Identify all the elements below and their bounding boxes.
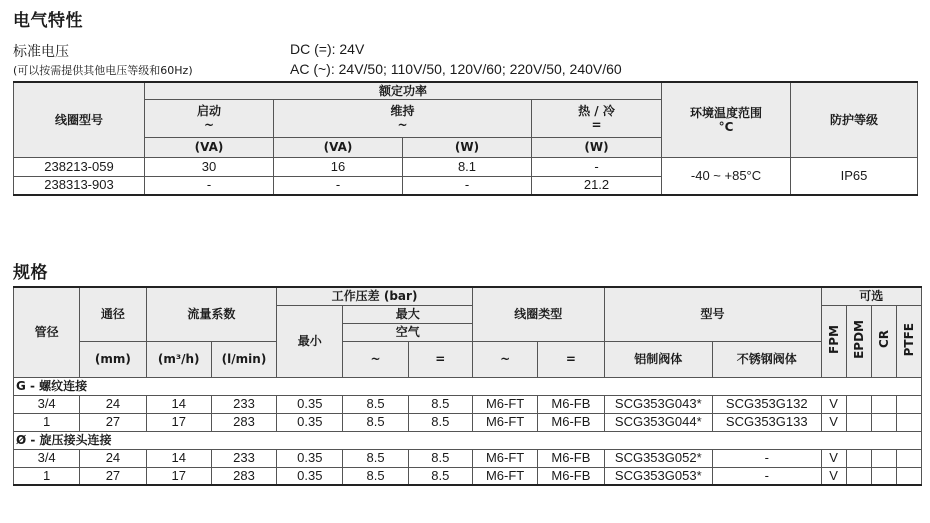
max-ac-cell: 8.5 [343,413,408,431]
coil-ac-sym: ~ [472,341,537,377]
unit-va-start: (VA) [145,137,274,157]
hold-title: 维持 [390,104,415,118]
ambient-unit: °C [718,119,734,134]
max-ac-sym: ~ [343,341,408,377]
col-rated-power: 额定功率 [145,82,662,99]
unit-w-hotcold: (W) [532,137,662,157]
ambient-title: 环境温度范围 [690,105,763,120]
hotcold-title: 热 / 冷 [578,104,615,118]
unit-mm: (mm) [80,341,146,377]
hotcold-cell: 21.2 [532,176,662,195]
max-ac-cell: 8.5 [343,449,408,467]
col-coil-type: 线圈类型 [472,287,604,341]
ss-model-cell: SCG353G133 [713,413,821,431]
group-label-o: Ø - 旋压接头连接 [14,431,922,449]
coil-ac-cell: M6-FT [472,467,537,485]
ptfe-cell [896,449,921,467]
lmin-cell: 283 [211,413,276,431]
orifice-cell: 24 [80,449,146,467]
alu-model-cell: SCG353G052* [604,449,712,467]
fpm-cell: V [821,413,846,431]
col-max: 最大 [343,305,473,323]
start-cell: - [145,176,274,195]
opt-cr [871,305,896,377]
coil-dc-sym: = [538,341,604,377]
start-sym: ~ [203,118,215,132]
unit-w-hold: (W) [403,137,532,157]
min-cell: 0.35 [277,467,343,485]
epdm-cell [846,413,871,431]
fpm-cell: V [821,395,846,413]
table-row [14,449,922,467]
ss-model-cell: SCG353G132 [713,395,821,413]
hold-sym: ~ [397,118,408,132]
ptfe-cell [896,467,921,485]
max-dc-cell: 8.5 [408,413,472,431]
hold-w-cell: 8.1 [403,157,532,176]
epdm-cell [846,395,871,413]
hold-va-cell: - [274,176,403,195]
col-hotcold [532,99,662,137]
fpm-cell: V [821,449,846,467]
opt-ptfe-label: PTFE [901,322,916,357]
specs-table [13,286,922,486]
col-air: 空气 [343,323,473,341]
hotcold-sym: = [591,118,602,132]
col-min: 最小 [277,305,343,377]
fpm-cell: V [821,467,846,485]
start-cell: 30 [145,157,274,176]
coil-dc-cell: M6-FB [538,467,604,485]
opt-fpm-label: FPM [826,325,841,354]
port-cell: 1 [14,413,80,431]
min-cell: 0.35 [277,449,343,467]
cr-cell [871,467,896,485]
opt-epdm-label: EPDM [851,320,866,359]
ptfe-cell [896,395,921,413]
kv-cell: 14 [146,449,211,467]
min-cell: 0.35 [277,413,343,431]
col-stainless: 不锈钢阀体 [713,341,821,377]
ptfe-cell [896,413,921,431]
unit-m3h: (m³/h) [146,341,211,377]
lmin-cell: 233 [211,449,276,467]
table-row [14,467,922,485]
unit-va-hold: (VA) [274,137,403,157]
hotcold-cell: - [532,157,662,176]
opt-cr-label: CR [876,330,891,349]
max-ac-cell: 8.5 [343,467,408,485]
lmin-cell: 233 [211,395,276,413]
max-ac-cell: 8.5 [343,395,408,413]
electrical-table [13,81,918,196]
port-cell: 3/4 [14,449,80,467]
col-ambient-temp [662,82,791,157]
coil-cell: 238313-903 [14,176,145,195]
cr-cell [871,395,896,413]
dc-voltage: DC (=): 24V [290,41,365,57]
group-row-g [14,377,922,395]
ambient-cell: -40 ~ +85°C [662,157,791,195]
table-row [14,157,918,176]
ss-model-cell: - [713,449,821,467]
std-voltage-label: 标准电压 [13,44,69,60]
kv-cell: 17 [146,467,211,485]
orifice-cell: 24 [80,395,146,413]
col-start [145,99,274,137]
alu-model-cell: SCG353G043* [604,395,712,413]
table-row [14,395,922,413]
col-orifice: 通径 [80,287,146,341]
opt-ptfe [896,305,921,377]
max-dc-cell: 8.5 [408,449,472,467]
cr-cell [871,449,896,467]
alu-model-cell: SCG353G044* [604,413,712,431]
ss-model-cell: - [713,467,821,485]
col-pressure: 工作压差 (bar) [277,287,473,305]
group-row-o [14,431,922,449]
coil-ac-cell: M6-FT [472,413,537,431]
kv-cell: 14 [146,395,211,413]
opt-epdm [846,305,871,377]
std-voltage-note: (可以按需提供其他电压等级和60Hz) [13,64,193,77]
hold-w-cell: - [403,176,532,195]
orifice-cell: 27 [80,467,146,485]
col-port: 管径 [14,287,80,377]
coil-ac-cell: M6-FT [472,449,537,467]
group-label-g: G - 螺纹连接 [14,377,922,395]
col-coil-model: 线圈型号 [14,82,145,157]
ac-voltage: AC (~): 24V/50; 110V/50, 120V/60; 220V/50, 240V/60 [290,61,622,77]
specs-title: 规格 [13,263,48,283]
cr-cell [871,413,896,431]
col-model: 型号 [604,287,821,341]
electrical-title: 电气特性 [13,11,83,31]
coil-dc-cell: M6-FB [538,449,604,467]
kv-cell: 17 [146,413,211,431]
min-cell: 0.35 [277,395,343,413]
max-dc-cell: 8.5 [408,467,472,485]
epdm-cell [846,449,871,467]
unit-lmin: (l/min) [211,341,276,377]
hold-va-cell: 16 [274,157,403,176]
table-row [14,413,922,431]
col-protection: 防护等级 [791,82,918,157]
epdm-cell [846,467,871,485]
port-cell: 3/4 [14,395,80,413]
port-cell: 1 [14,467,80,485]
protection-cell: IP65 [791,157,918,195]
lmin-cell: 283 [211,467,276,485]
opt-fpm [821,305,846,377]
col-hold [274,99,532,137]
orifice-cell: 27 [80,413,146,431]
col-aluminum: 铝制阀体 [604,341,712,377]
start-title: 启动 [196,104,221,118]
coil-dc-cell: M6-FB [538,413,604,431]
max-dc-sym: = [408,341,472,377]
col-options: 可选 [821,287,922,305]
max-dc-cell: 8.5 [408,395,472,413]
coil-ac-cell: M6-FT [472,395,537,413]
coil-dc-cell: M6-FB [538,395,604,413]
col-flow: 流量系数 [146,287,277,341]
alu-model-cell: SCG353G053* [604,467,712,485]
coil-cell: 238213-059 [14,157,145,176]
